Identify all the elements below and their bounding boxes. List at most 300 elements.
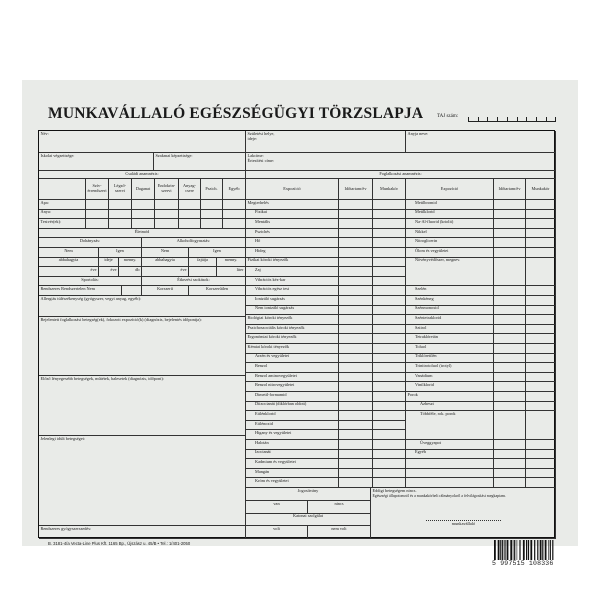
exposure-job-input[interactable] <box>526 238 556 248</box>
exposure-item-label: Vibrációs egész test <box>255 286 290 292</box>
lifestyle-input[interactable] <box>142 267 189 277</box>
exposure-item <box>246 325 339 335</box>
exposure-item-label: Metilbromid <box>415 200 437 205</box>
exposure-duration-input[interactable] <box>494 344 526 354</box>
military-heading <box>246 514 371 527</box>
medication-field[interactable] <box>39 526 246 539</box>
declaration-box <box>371 488 556 539</box>
family-column-header-label: Pszich. <box>205 185 218 191</box>
exposure-duration-input[interactable] <box>339 382 373 392</box>
exposure-item <box>406 392 494 402</box>
exposure-job-input[interactable] <box>373 363 406 373</box>
family-column-header <box>223 179 246 200</box>
taj-digit-box <box>497 117 498 121</box>
exposure-item <box>406 315 494 325</box>
exposure-job-input[interactable] <box>373 373 406 383</box>
exposure-duration-input[interactable] <box>494 200 526 210</box>
exposure-duration-input[interactable] <box>494 373 526 383</box>
lifestyle-subheader-type-label: fajtája <box>197 257 208 263</box>
exposure-item <box>406 296 494 306</box>
exposure-job-input[interactable] <box>526 219 556 229</box>
school-field[interactable] <box>39 153 154 171</box>
exposure-item <box>246 354 339 364</box>
exposure-item <box>246 469 339 479</box>
exposure-job-input[interactable] <box>526 459 556 469</box>
family-row-label-label: Apa: <box>40 200 49 205</box>
exposure-item-label: Azbeszt <box>420 401 434 407</box>
exposure-duration-input[interactable] <box>339 315 373 325</box>
family-column-header <box>86 179 109 200</box>
exposure-duration-input[interactable] <box>339 440 373 450</box>
current-illness-field-label: Jelenlegi idült betegségei: <box>40 436 86 441</box>
exposure-item-label: Benzol nitrovegyületei <box>255 382 295 388</box>
exposure-item-label: Mentális <box>255 219 271 224</box>
taj-number-field[interactable] <box>468 116 556 122</box>
exposure-item-label: Növényvédőszer, megnev. <box>415 257 461 263</box>
smoking-no-label: Nem <box>64 248 73 253</box>
family-checkbox[interactable] <box>179 200 201 210</box>
exposure-item-label: Fizikai <box>255 209 267 215</box>
exposure-duration-input[interactable] <box>339 354 373 364</box>
exposure-job-input[interactable] <box>526 210 556 220</box>
exposure-duration-input[interactable] <box>339 334 373 344</box>
family-checkbox[interactable] <box>132 200 155 210</box>
exposure-job-input[interactable] <box>373 296 406 306</box>
lifestyle-subheader-quit <box>39 258 99 268</box>
lifestyle-subheader-amount-label: menny. <box>224 257 238 263</box>
license-no[interactable] <box>308 501 371 514</box>
exposure-job-input[interactable] <box>373 344 406 354</box>
barcode-number: 5 997515 108336 <box>492 560 554 567</box>
family-checkbox[interactable] <box>155 210 179 220</box>
exposure-job-input[interactable] <box>373 219 406 229</box>
exposure-duration-input[interactable] <box>339 344 373 354</box>
exposure-duration-input[interactable] <box>339 392 373 402</box>
exposure-job-input[interactable] <box>526 286 556 296</box>
exposure-job-input[interactable] <box>373 440 406 450</box>
exposure-job-input[interactable] <box>373 210 406 220</box>
exposure-item <box>406 258 494 287</box>
taj-label: TAJ szám: <box>437 114 459 119</box>
exposure-job-input[interactable] <box>373 354 406 364</box>
exposure-job-input[interactable] <box>373 277 406 287</box>
exposure-job-input[interactable] <box>373 248 406 258</box>
lifestyle-input-label: liter <box>236 267 244 272</box>
exposure-job-input[interactable] <box>373 421 406 431</box>
exposure-item-label: Tetraklóretán <box>415 334 438 340</box>
occupational-history-heading <box>246 171 556 179</box>
exposure-job-input[interactable] <box>373 267 406 277</box>
exposure-duration-input[interactable] <box>339 411 373 421</box>
exposure-job-input[interactable] <box>373 459 406 469</box>
lifestyle-input[interactable] <box>99 267 119 277</box>
exposure-job-input[interactable] <box>526 440 556 450</box>
exposure-duration-input[interactable] <box>494 229 526 239</box>
exposure-job-input[interactable] <box>526 382 556 392</box>
exposure-item <box>406 210 494 220</box>
exposure-duration-input[interactable] <box>494 238 526 248</box>
exposure-job-input[interactable] <box>526 450 556 460</box>
exposure-duration-input[interactable] <box>494 354 526 364</box>
exposure-duration-input[interactable] <box>494 469 526 479</box>
license-heading-label: Jogosítvány <box>297 488 319 493</box>
family-checkbox[interactable] <box>132 219 155 229</box>
exposure-duration-input[interactable] <box>339 229 373 239</box>
barcode-bar <box>519 540 520 560</box>
exposure-item-label: Na-Al-fluorid (kriolit) <box>415 219 454 224</box>
exposure-duration-input[interactable] <box>339 238 373 248</box>
exposure-duration-input[interactable] <box>339 210 373 220</box>
family-checkbox[interactable] <box>179 210 201 220</box>
alcohol-yes[interactable] <box>189 248 246 258</box>
exposure-item <box>246 430 339 440</box>
exposure-item <box>246 219 339 229</box>
exposure-duration-input[interactable] <box>494 363 526 373</box>
exposure-duration-input[interactable] <box>339 478 373 488</box>
exposure-duration-input[interactable] <box>494 258 526 287</box>
exposure-job-input[interactable] <box>526 354 556 364</box>
alcohol-no-label: Nem <box>160 248 170 253</box>
exposure-duration-input[interactable] <box>494 334 526 344</box>
exposure-item-label: Zaj <box>255 267 261 272</box>
exposure-column-header <box>373 179 406 200</box>
exposure-item-label: Ergonómiai kóroki tényezők <box>247 334 297 340</box>
barcode-bar <box>507 540 509 560</box>
family-history-heading-label: Családi anamnézis: <box>125 171 159 176</box>
license-yes[interactable] <box>246 501 308 514</box>
exposure-job-input[interactable] <box>526 478 556 488</box>
exposure-item-label: Biológiai kóroki tényezők <box>247 315 293 320</box>
exposure-duration-input[interactable] <box>494 450 526 460</box>
exposure-job-input[interactable] <box>373 258 406 268</box>
exposure-item-label: Króm és vegyületei <box>255 478 289 484</box>
family-checkbox[interactable] <box>155 200 179 210</box>
exposure-duration-input[interactable] <box>339 373 373 383</box>
exposure-column-header <box>526 179 556 200</box>
exposure-duration-input[interactable] <box>339 402 373 412</box>
exposure-job-input[interactable] <box>526 411 556 440</box>
barcode-bar <box>530 540 532 560</box>
exposure-item <box>406 200 494 210</box>
exposure-job-input[interactable] <box>526 258 556 287</box>
family-checkbox[interactable] <box>201 219 223 229</box>
exposure-item <box>246 248 339 258</box>
exposure-item <box>406 248 494 258</box>
lifestyle-subheader-duration <box>99 258 119 268</box>
alcohol-no[interactable] <box>142 248 189 258</box>
exposure-duration-input[interactable] <box>339 296 373 306</box>
barcode-bar <box>552 540 553 560</box>
exposure-item-label: Diizocianát (diklórban oldott) <box>255 401 307 407</box>
exposure-job-input[interactable] <box>526 334 556 344</box>
eating-heading <box>142 277 246 287</box>
barcode-bar <box>504 540 505 560</box>
exposure-duration-input[interactable] <box>494 210 526 220</box>
exposure-item-label: Benzol <box>255 363 268 368</box>
exposure-item-label: Toluol <box>415 344 427 349</box>
exposure-duration-input[interactable] <box>339 459 373 469</box>
taj-digit-box <box>546 117 547 121</box>
exposure-item <box>246 478 339 488</box>
family-checkbox[interactable] <box>109 219 132 229</box>
barcode-bar <box>500 540 501 560</box>
name-field-label: Név: <box>40 131 49 136</box>
lifestyle-input-label: éve <box>110 267 117 272</box>
exposure-item <box>406 354 494 364</box>
exposure-job-input[interactable] <box>373 478 406 488</box>
lifestyle-subheader-amount <box>119 258 142 268</box>
exposure-job-input[interactable] <box>373 325 406 335</box>
exposure-item-label: Metilklorid <box>415 209 435 215</box>
family-checkbox[interactable] <box>109 210 132 220</box>
exposure-column-header-label: Munkakör <box>380 185 398 191</box>
taj-digit-box <box>478 117 479 121</box>
lifestyle-heading <box>39 229 246 239</box>
exposure-duration-input[interactable] <box>494 315 526 325</box>
barcode-bar <box>517 540 518 560</box>
publisher-footer: B. 3181-4/a Vecta-Line Plus Kft. 1165 Bp., Újszász u. 45/B • Tel.: 1/401-2050 <box>48 541 191 546</box>
family-column-header-label: Egyéb <box>228 185 240 191</box>
family-checkbox[interactable] <box>86 219 109 229</box>
exposure-job-input[interactable] <box>373 430 406 440</box>
exposure-duration-input[interactable] <box>339 277 373 287</box>
family-checkbox[interactable] <box>201 200 223 210</box>
exposure-duration-input[interactable] <box>339 363 373 373</box>
name-field[interactable] <box>39 131 246 153</box>
exposure-item-label: Vanádium <box>415 372 433 378</box>
exposure-duration-input[interactable] <box>494 296 526 306</box>
exposure-job-input[interactable] <box>373 411 406 421</box>
exposure-job-input[interactable] <box>526 325 556 335</box>
military-was-not[interactable] <box>308 526 371 539</box>
exposure-job-input[interactable] <box>526 200 556 210</box>
barcode-bar <box>502 540 503 560</box>
barcode-bar <box>528 540 529 560</box>
exposure-duration-input[interactable] <box>494 411 526 440</box>
current-illness-field[interactable] <box>39 436 246 526</box>
address-field-label: Lakcíme: Értesítési címe: <box>247 153 275 163</box>
barcode-bar <box>550 540 551 560</box>
smoking-yes-label: Igen <box>116 248 124 253</box>
exposure-job-input[interactable] <box>526 363 556 373</box>
exposure-item-label: Széntetraklorid <box>415 315 442 320</box>
barcode-bar <box>545 540 547 560</box>
allergy-field[interactable] <box>39 296 246 317</box>
exposure-column-header-label: Expozíció <box>283 185 301 191</box>
exposure-item-label: Ionizáló sugárzás <box>255 296 285 301</box>
eating-heading-label: Étkezési szokások: <box>177 276 210 282</box>
exposure-job-input[interactable] <box>373 392 406 402</box>
exposure-duration-input[interactable] <box>339 286 373 296</box>
exposure-duration-input[interactable] <box>494 286 526 296</box>
family-column-header-label: Daganat <box>135 185 151 191</box>
exposure-item-label: Etilénoxid <box>255 420 273 426</box>
address-field[interactable] <box>246 153 556 171</box>
smoking-heading-label: Dohányzás: <box>79 238 101 244</box>
exposure-item-label: Szelén <box>415 286 427 292</box>
exposure-duration-input[interactable] <box>339 267 373 277</box>
license-heading <box>246 488 371 501</box>
alcohol-heading-label: Alkoholfogyasztás: <box>176 238 211 244</box>
family-checkbox[interactable] <box>179 219 201 229</box>
page-title: MUNKAVÁLLALÓ EGÉSZSÉGÜGYI TÖRZSLAPJA <box>48 105 424 122</box>
military-was[interactable] <box>246 526 308 539</box>
exposure-job-input[interactable] <box>526 344 556 354</box>
exposure-item <box>406 238 494 248</box>
exposure-duration-input[interactable] <box>339 469 373 479</box>
exposure-job-input[interactable] <box>373 334 406 344</box>
exposure-column-header <box>246 179 339 200</box>
exposure-job-input[interactable] <box>373 469 406 479</box>
exposure-job-input[interactable] <box>373 382 406 392</box>
family-checkbox[interactable] <box>155 219 179 229</box>
family-checkbox[interactable] <box>201 210 223 220</box>
exposure-duration-input[interactable] <box>339 219 373 229</box>
exposure-item <box>406 286 494 296</box>
family-row-label <box>39 200 86 210</box>
barcode-bar <box>537 540 538 560</box>
exposure-item-label: Arzén és vegyületei <box>255 353 290 359</box>
exposure-item-label: Vinilklorid <box>415 382 434 388</box>
birth-field[interactable] <box>246 131 406 153</box>
exposure-duration-input[interactable] <box>494 382 526 392</box>
exposure-job-input[interactable] <box>373 306 406 316</box>
previous-illness-field-label: Előző lényegesebb betegségek, műtétek, balesetek (diagnózis, időpont): <box>40 376 164 381</box>
exposure-job-input[interactable] <box>373 200 406 210</box>
family-checkbox[interactable] <box>86 200 109 210</box>
smoking-yes[interactable] <box>99 248 142 258</box>
lifestyle-input[interactable] <box>189 267 217 277</box>
exposure-duration-input[interactable] <box>494 219 526 229</box>
exposure-item <box>246 402 339 412</box>
license-no-label: nincs <box>334 500 344 506</box>
mother-name-field[interactable] <box>406 131 556 153</box>
exposure-item <box>246 382 339 392</box>
lifestyle-input[interactable] <box>217 267 246 277</box>
declaration-line-2: Egészségi állapotomról és a munkakörbeli rálmányokról a felvilágosítást megkaptam. <box>372 493 506 498</box>
family-column-header <box>155 179 179 200</box>
exposure-item-label: Higany és vegyületei <box>255 430 292 436</box>
barcode-bar <box>540 540 542 560</box>
exposure-item <box>246 277 339 287</box>
exposure-item <box>406 382 494 392</box>
family-checkbox[interactable] <box>223 200 246 210</box>
exposure-item <box>406 373 494 383</box>
exposure-duration-input[interactable] <box>494 325 526 335</box>
exposure-item-label: Pszichés <box>255 228 270 234</box>
previous-illness-field[interactable] <box>39 376 246 436</box>
exposure-job-input[interactable] <box>373 450 406 460</box>
exposure-duration-input[interactable] <box>494 402 526 412</box>
exposure-item <box>246 296 339 306</box>
occupational-history-heading-label: Foglalkozási anamnézis: <box>379 171 422 176</box>
birth-field-label: Születési helye, ideje: <box>247 131 275 141</box>
barcode-bar <box>494 540 496 560</box>
exposure-job-input[interactable] <box>526 248 556 258</box>
exposure-item <box>246 286 339 296</box>
exposure-job-input[interactable] <box>526 315 556 325</box>
reported-disease-field[interactable] <box>39 317 246 376</box>
barcode-bar <box>523 540 525 560</box>
exposure-job-input[interactable] <box>373 315 406 325</box>
exposure-item-label: Porok <box>407 392 418 397</box>
exposure-duration-input[interactable] <box>339 306 373 316</box>
exposure-duration-input[interactable] <box>339 325 373 335</box>
exposure-job-input[interactable] <box>526 402 556 412</box>
barcode-bar <box>498 540 500 560</box>
exposure-item <box>246 229 339 239</box>
exposure-duration-input[interactable] <box>339 248 373 258</box>
family-checkbox[interactable] <box>132 210 155 220</box>
family-checkbox[interactable] <box>223 210 246 220</box>
reported-disease-field-label: Bejelentett foglalkozási betegség(ek), fokozott expozíció(k) (diagnózis, bejelentés időpontja): <box>40 317 202 322</box>
exposure-duration-input[interactable] <box>494 306 526 316</box>
exposure-item-label: Kadmium és vegyületei <box>255 459 296 464</box>
eating-modern[interactable] <box>142 286 189 296</box>
family-column-header-label: Endokrin-szervi <box>157 183 176 193</box>
exposure-duration-input[interactable] <box>494 440 526 450</box>
exposure-job-input[interactable] <box>373 229 406 239</box>
family-checkbox[interactable] <box>223 219 246 229</box>
exposure-duration-input[interactable] <box>494 459 526 469</box>
eating-not-modern[interactable] <box>189 286 246 296</box>
training-field-label: Szakmai képzettsége: <box>155 153 193 158</box>
exposure-duration-input[interactable] <box>339 258 373 268</box>
exposure-duration-input[interactable] <box>494 478 526 488</box>
alcohol-yes-label: Igen <box>213 248 221 253</box>
exposure-job-input[interactable] <box>526 373 556 383</box>
exposure-job-input[interactable] <box>526 469 556 479</box>
smoking-no[interactable] <box>39 248 99 258</box>
lifestyle-input-label: éve <box>90 267 97 272</box>
exposure-duration-input[interactable] <box>494 248 526 258</box>
exposure-job-input[interactable] <box>526 229 556 239</box>
barcode-bar <box>548 540 549 560</box>
exposure-blank-row[interactable] <box>406 478 494 488</box>
exposure-job-input[interactable] <box>526 306 556 316</box>
family-row-label-label: Testvér(ek): <box>40 219 62 224</box>
military-heading-label: Katonai szolgálat <box>293 513 323 519</box>
sport-options[interactable] <box>39 286 122 296</box>
lifestyle-input[interactable] <box>119 267 142 277</box>
exposure-duration-input[interactable] <box>339 200 373 210</box>
family-column-header-label: Légző-szervi <box>113 183 127 193</box>
exposure-blank-row[interactable] <box>406 459 494 469</box>
exposure-item <box>246 373 339 383</box>
exposure-column-header <box>494 179 526 200</box>
exposure-item-label: Üveggyapot <box>420 440 442 445</box>
exposure-job-input[interactable] <box>373 238 406 248</box>
exposure-duration-input[interactable] <box>339 450 373 460</box>
exposure-blank-row[interactable] <box>406 469 494 479</box>
exposure-job-input[interactable] <box>373 402 406 412</box>
exposure-job-input[interactable] <box>526 392 556 402</box>
exposure-item-label: Ólom és vegyületei <box>415 248 449 253</box>
exposure-item <box>246 392 339 402</box>
family-checkbox[interactable] <box>86 210 109 220</box>
family-checkbox[interactable] <box>109 200 132 210</box>
exposure-duration-input[interactable] <box>494 392 526 402</box>
exposure-duration-input[interactable] <box>339 421 373 431</box>
exposure-job-input[interactable] <box>526 296 556 306</box>
exposure-duration-input[interactable] <box>339 430 373 440</box>
exposure-item <box>246 363 339 373</box>
family-column-header <box>132 179 155 200</box>
exposure-job-input[interactable] <box>373 286 406 296</box>
training-field[interactable] <box>154 153 246 171</box>
lifestyle-input[interactable] <box>39 267 99 277</box>
military-was-not-label: nem volt <box>331 526 347 532</box>
